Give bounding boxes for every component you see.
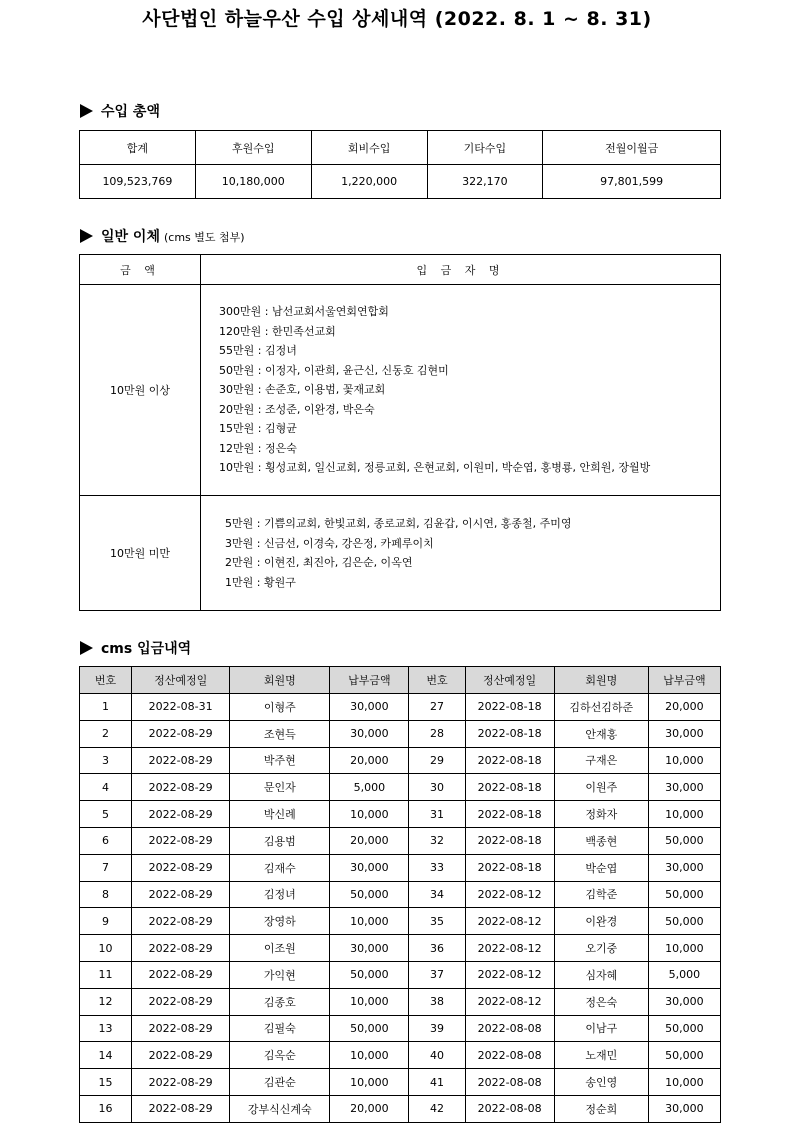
summary-value-cell: 322,170 — [427, 165, 543, 199]
table-cell: 33 — [409, 854, 465, 881]
table-cell: 30,000 — [648, 1095, 720, 1122]
summary-header-cell: 합계 — [80, 131, 196, 165]
cms-heading-label: cms 입금내역 — [101, 641, 192, 657]
donor-line: 10만원 : 횡성교회, 일신교회, 정릉교회, 은현교회, 이원미, 박순엽, 홍병룡, 안희원, 장월방 — [219, 461, 651, 475]
cms-header-cell: 회원명 — [230, 667, 330, 694]
page-title: 사단법인 하늘우산 수입 상세내역 (2022. 8. 1 ~ 8. 31) — [142, 8, 652, 30]
table-row — [80, 801, 721, 828]
table-cell: 장영하 — [230, 908, 330, 935]
donor-line: 1만원 : 황원구 — [225, 575, 296, 589]
transfer-group-row — [80, 285, 721, 496]
table-cell: 32 — [409, 827, 465, 854]
summary-header-cell: 회비수입 — [311, 131, 427, 165]
table-cell: 2022-08-18 — [465, 854, 554, 881]
table-row — [80, 881, 721, 908]
triangle-bullet-icon — [80, 229, 93, 243]
table-cell: 오기중 — [554, 935, 648, 962]
transfer-group-row — [80, 496, 721, 611]
table-row — [80, 747, 721, 774]
table-cell: 백종현 — [554, 827, 648, 854]
transfer-heading-note: (cms 별도 첨부) — [163, 231, 245, 244]
table-cell: 37 — [409, 961, 465, 988]
table-cell: 2022-08-29 — [132, 774, 230, 801]
table-cell: 2 — [80, 720, 132, 747]
table-cell: 노재민 — [554, 1042, 648, 1069]
donor-line: 5만원 : 기쁨의교회, 한빛교회, 종로교회, 김윤갑, 이시연, 홍종철, 주미영 — [225, 517, 572, 530]
table-cell: 이형주 — [230, 694, 330, 721]
summary-header-row — [80, 131, 721, 165]
table-cell: 40 — [409, 1042, 465, 1069]
transfer-group-label: 10만원 미만 — [80, 496, 201, 611]
table-row — [80, 988, 721, 1015]
table-cell: 42 — [409, 1095, 465, 1122]
table-cell: 2022-08-29 — [132, 1042, 230, 1069]
table-cell: 박신례 — [230, 801, 330, 828]
transfer-heading — [80, 226, 245, 246]
donor-line: 300만원 : 남선교회서울연회연합회 — [219, 305, 389, 319]
table-cell: 김재수 — [230, 854, 330, 881]
table-cell: 2022-08-18 — [465, 801, 554, 828]
table-cell: 5 — [80, 801, 132, 828]
donor-line: 15만원 : 김형균 — [219, 422, 297, 436]
transfer-group-label: 10만원 이상 — [80, 285, 201, 496]
table-cell: 2022-08-29 — [132, 827, 230, 854]
table-cell: 정은숙 — [554, 988, 648, 1015]
table-cell: 2022-08-29 — [132, 747, 230, 774]
table-cell: 2022-08-29 — [132, 935, 230, 962]
table-cell: 5,000 — [330, 774, 409, 801]
table-row — [80, 827, 721, 854]
table-cell: 10,000 — [330, 908, 409, 935]
table-cell: 10,000 — [330, 988, 409, 1015]
transfer-heading-label: 일반 이체 — [101, 229, 160, 245]
table-cell: 박주현 — [230, 747, 330, 774]
summary-header-cell: 기타수입 — [427, 131, 543, 165]
table-row — [80, 720, 721, 747]
table-cell: 조현득 — [230, 720, 330, 747]
donor-line: 3만원 : 신금선, 이경숙, 강은정, 카페루이치 — [225, 536, 434, 550]
table-cell: 16 — [80, 1095, 132, 1122]
table-cell: 이완경 — [554, 908, 648, 935]
table-cell: 2022-08-29 — [132, 1095, 230, 1122]
triangle-bullet-icon — [80, 104, 93, 118]
table-cell: 김필숙 — [230, 1015, 330, 1042]
table-cell: 2022-08-12 — [465, 935, 554, 962]
summary-value-cell: 1,220,000 — [311, 165, 427, 199]
table-cell: 50,000 — [330, 881, 409, 908]
table-cell: 20,000 — [330, 747, 409, 774]
donor-line: 55만원 : 김정녀 — [219, 344, 297, 358]
transfer-group-names — [201, 285, 721, 496]
table-cell: 김하선김하준 — [554, 694, 648, 721]
table-cell: 10,000 — [330, 1042, 409, 1069]
table-row — [80, 1015, 721, 1042]
table-cell: 10,000 — [648, 935, 720, 962]
table-cell: 10,000 — [648, 801, 720, 828]
table-cell: 2022-08-08 — [465, 1069, 554, 1096]
cms-table-body — [80, 694, 721, 1123]
table-cell: 50,000 — [648, 1042, 720, 1069]
summary-heading-label: 수입 총액 — [101, 104, 160, 120]
table-cell: 39 — [409, 1015, 465, 1042]
table-cell: 38 — [409, 988, 465, 1015]
table-cell: 35 — [409, 908, 465, 935]
table-cell: 10 — [80, 935, 132, 962]
table-cell: 20,000 — [330, 827, 409, 854]
table-cell: 2022-08-29 — [132, 881, 230, 908]
table-cell: 2022-08-08 — [465, 1042, 554, 1069]
table-cell: 30,000 — [330, 854, 409, 881]
table-cell: 정화자 — [554, 801, 648, 828]
transfer-header-amount: 금 액 — [80, 255, 201, 285]
table-cell: 안재홍 — [554, 720, 648, 747]
table-cell: 2022-08-29 — [132, 988, 230, 1015]
table-cell: 문인자 — [230, 774, 330, 801]
table-cell: 30,000 — [648, 854, 720, 881]
cms-header-cell: 납부금액 — [648, 667, 720, 694]
table-cell: 2022-08-18 — [465, 694, 554, 721]
cms-header-cell: 정산예정일 — [132, 667, 230, 694]
summary-value-cell: 97,801,599 — [543, 165, 721, 199]
table-cell: 30,000 — [330, 720, 409, 747]
table-row — [80, 774, 721, 801]
donor-line: 30만원 : 손준호, 이용범, 꽃재교회 — [219, 383, 386, 397]
table-cell: 2022-08-31 — [132, 694, 230, 721]
table-cell: 30,000 — [648, 988, 720, 1015]
table-cell: 김용범 — [230, 827, 330, 854]
table-cell: 50,000 — [330, 961, 409, 988]
table-cell: 30,000 — [330, 694, 409, 721]
table-cell: 2022-08-29 — [132, 854, 230, 881]
table-cell: 1 — [80, 694, 132, 721]
table-cell: 2022-08-18 — [465, 720, 554, 747]
table-cell: 2022-08-29 — [132, 908, 230, 935]
table-cell: 김종호 — [230, 988, 330, 1015]
table-cell: 2022-08-29 — [132, 1069, 230, 1096]
table-row — [80, 1095, 721, 1122]
table-cell: 구재은 — [554, 747, 648, 774]
summary-header-cell: 후원수입 — [195, 131, 311, 165]
summary-value-cell: 109,523,769 — [80, 165, 196, 199]
table-cell: 6 — [80, 827, 132, 854]
cms-header-cell: 회원명 — [554, 667, 648, 694]
table-cell: 13 — [80, 1015, 132, 1042]
donor-line: 20만원 : 조성준, 이완경, 박은숙 — [219, 402, 375, 416]
table-row — [80, 1069, 721, 1096]
table-cell: 15 — [80, 1069, 132, 1096]
table-cell: 2022-08-29 — [132, 720, 230, 747]
table-cell: 김학준 — [554, 881, 648, 908]
table-cell: 31 — [409, 801, 465, 828]
table-cell: 2022-08-29 — [132, 801, 230, 828]
summary-heading — [80, 101, 160, 121]
donor-line: 50만원 : 이정자, 이관희, 윤근신, 신동호 김현미 — [219, 363, 449, 377]
table-cell: 30 — [409, 774, 465, 801]
table-cell: 이원주 — [554, 774, 648, 801]
transfer-group-names — [201, 496, 721, 611]
table-cell: 2022-08-18 — [465, 827, 554, 854]
donor-line: 12만원 : 정은숙 — [219, 441, 297, 455]
table-cell: 2022-08-12 — [465, 881, 554, 908]
table-cell: 이조원 — [230, 935, 330, 962]
table-cell: 50,000 — [648, 827, 720, 854]
table-cell: 11 — [80, 961, 132, 988]
transfer-header-names: 입 금 자 명 — [201, 255, 721, 285]
cms-header-cell: 번호 — [409, 667, 465, 694]
cms-header-row — [80, 667, 721, 694]
cms-header-cell: 납부금액 — [330, 667, 409, 694]
table-cell: 강부식신계숙 — [230, 1095, 330, 1122]
table-cell: 2022-08-29 — [132, 961, 230, 988]
table-cell: 29 — [409, 747, 465, 774]
triangle-bullet-icon — [80, 641, 93, 655]
table-cell: 10,000 — [648, 1069, 720, 1096]
table-cell: 20,000 — [648, 694, 720, 721]
table-cell: 50,000 — [648, 881, 720, 908]
donor-line: 2만원 : 이현진, 최진아, 김은순, 이옥연 — [225, 556, 413, 569]
summary-table — [79, 130, 721, 199]
cms-heading — [80, 638, 191, 658]
cms-table — [79, 666, 721, 1123]
table-cell: 5,000 — [648, 961, 720, 988]
table-cell: 50,000 — [648, 1015, 720, 1042]
table-row — [80, 694, 721, 721]
table-row — [80, 1042, 721, 1069]
table-cell: 박순엽 — [554, 854, 648, 881]
table-cell: 2022-08-12 — [465, 988, 554, 1015]
table-row — [80, 961, 721, 988]
table-cell: 8 — [80, 881, 132, 908]
table-cell: 2022-08-12 — [465, 961, 554, 988]
table-cell: 12 — [80, 988, 132, 1015]
table-cell: 김옥순 — [230, 1042, 330, 1069]
table-cell: 3 — [80, 747, 132, 774]
table-cell: 김관순 — [230, 1069, 330, 1096]
table-cell: 14 — [80, 1042, 132, 1069]
table-cell: 34 — [409, 881, 465, 908]
table-cell: 정순희 — [554, 1095, 648, 1122]
cms-header-cell: 번호 — [80, 667, 132, 694]
table-row — [80, 908, 721, 935]
table-cell: 27 — [409, 694, 465, 721]
table-cell: 50,000 — [648, 908, 720, 935]
table-cell: 30,000 — [330, 935, 409, 962]
table-cell: 2022-08-18 — [465, 747, 554, 774]
summary-value-cell: 10,180,000 — [195, 165, 311, 199]
table-cell: 2022-08-18 — [465, 774, 554, 801]
table-cell: 30,000 — [648, 720, 720, 747]
table-cell: 36 — [409, 935, 465, 962]
table-cell: 10,000 — [330, 801, 409, 828]
table-cell: 28 — [409, 720, 465, 747]
summary-value-row — [80, 165, 721, 199]
table-cell: 2022-08-08 — [465, 1095, 554, 1122]
table-cell: 2022-08-12 — [465, 908, 554, 935]
table-row — [80, 935, 721, 962]
table-cell: 2022-08-29 — [132, 1015, 230, 1042]
table-cell: 가익현 — [230, 961, 330, 988]
table-cell: 7 — [80, 854, 132, 881]
table-cell: 10,000 — [330, 1069, 409, 1096]
table-cell: 50,000 — [330, 1015, 409, 1042]
table-cell: 송인영 — [554, 1069, 648, 1096]
table-cell: 4 — [80, 774, 132, 801]
table-cell: 10,000 — [648, 747, 720, 774]
table-cell: 20,000 — [330, 1095, 409, 1122]
table-cell: 이남구 — [554, 1015, 648, 1042]
table-cell: 41 — [409, 1069, 465, 1096]
table-cell: 2022-08-08 — [465, 1015, 554, 1042]
table-cell: 9 — [80, 908, 132, 935]
cms-header-cell: 정산예정일 — [465, 667, 554, 694]
transfer-header-row — [80, 255, 721, 285]
table-cell: 심자혜 — [554, 961, 648, 988]
donor-line: 120만원 : 한민족선교회 — [219, 324, 336, 338]
summary-header-cell: 전월이월금 — [543, 131, 721, 165]
table-cell: 30,000 — [648, 774, 720, 801]
table-row — [80, 854, 721, 881]
table-cell: 김정녀 — [230, 881, 330, 908]
transfer-table — [79, 254, 721, 611]
